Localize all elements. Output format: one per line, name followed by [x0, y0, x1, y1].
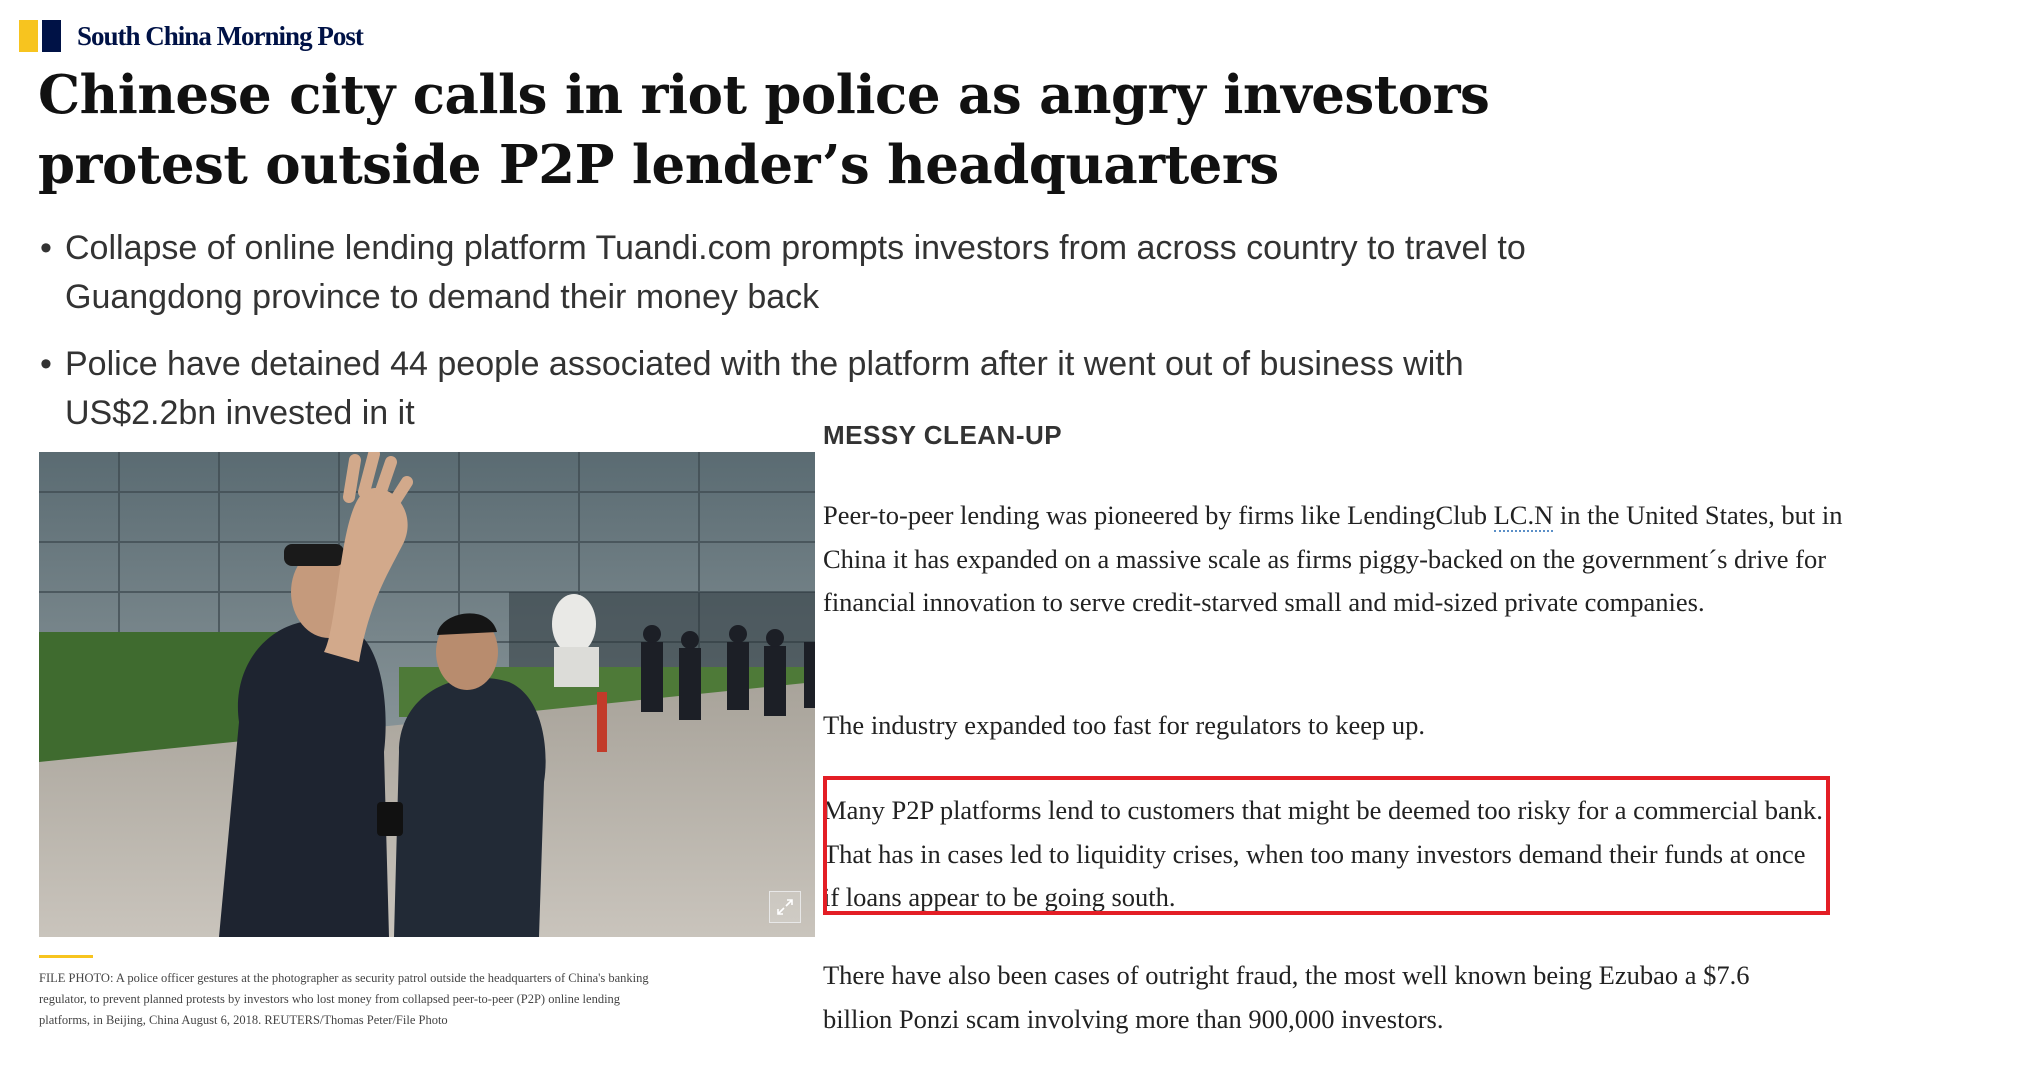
article-paragraph: The industry expanded too fast for regulators to keep up.: [823, 710, 1425, 740]
masthead: [19, 20, 363, 52]
article-photo[interactable]: [39, 452, 815, 937]
section-title: MESSY CLEAN-UP: [823, 420, 1063, 450]
summary-bullet: [38, 224, 1558, 322]
article-paragraph: Peer-to-peer lending was pioneered by firms like LendingClub LC.N in the United States, but in China it has expanded on a massive scale as firms piggy-backed on the government´s drive for financial innovation to serve credit-starved small and mid-sized private companies.: [823, 500, 1843, 617]
summary-bullet-text: Police have detained 44 people associated with the platform after it went out of business with US$2.2bn invested in it: [65, 345, 1464, 432]
article-paragraph: There have also been cases of outright fraud, the most well known being Ezubao a $7.6 billion Ponzi scam involving more than 900,000 investors.: [823, 960, 1750, 1034]
bullet-dot-icon: •: [40, 229, 52, 267]
bullet-dot-icon: •: [40, 345, 52, 383]
caption-divider: [39, 955, 93, 958]
highlighted-paragraph: Many P2P platforms lend to customers that might be deemed too risky for a commercial bank. That has in cases led to liquidity crises, when too many investors demand their funds at once if loans appear to be going south.: [823, 795, 1823, 912]
expand-photo-button[interactable]: [769, 891, 801, 923]
scmp-logo-icon[interactable]: [19, 20, 61, 52]
brand-name[interactable]: South China Morning Post: [77, 20, 363, 51]
summary-bullet-text: Collapse of online lending platform Tuandi.com prompts investors from across country to travel to Guangdong province to demand their money back: [65, 229, 1526, 316]
expand-icon: [776, 898, 794, 916]
summary-bullets: [38, 224, 1558, 456]
photo-caption: FILE PHOTO: A police officer gestures at the photographer as security patrol outside the headquarters of China's banking regulator, to prevent planned protests by investors who lost money from collapsed peer-to-peer (P2P) online lending platforms, in Beijing, China August 6, 2018. REUTERS/Thomas Peter/File Photo: [39, 971, 649, 1027]
summary-bullet: [38, 340, 1558, 438]
article-headline: Chinese city calls in riot police as angry investors protest outside P2P lender’s headquarters: [38, 64, 1490, 196]
photo-illustration: [39, 452, 815, 937]
ticker-link[interactable]: LC.N: [1493, 500, 1554, 530]
